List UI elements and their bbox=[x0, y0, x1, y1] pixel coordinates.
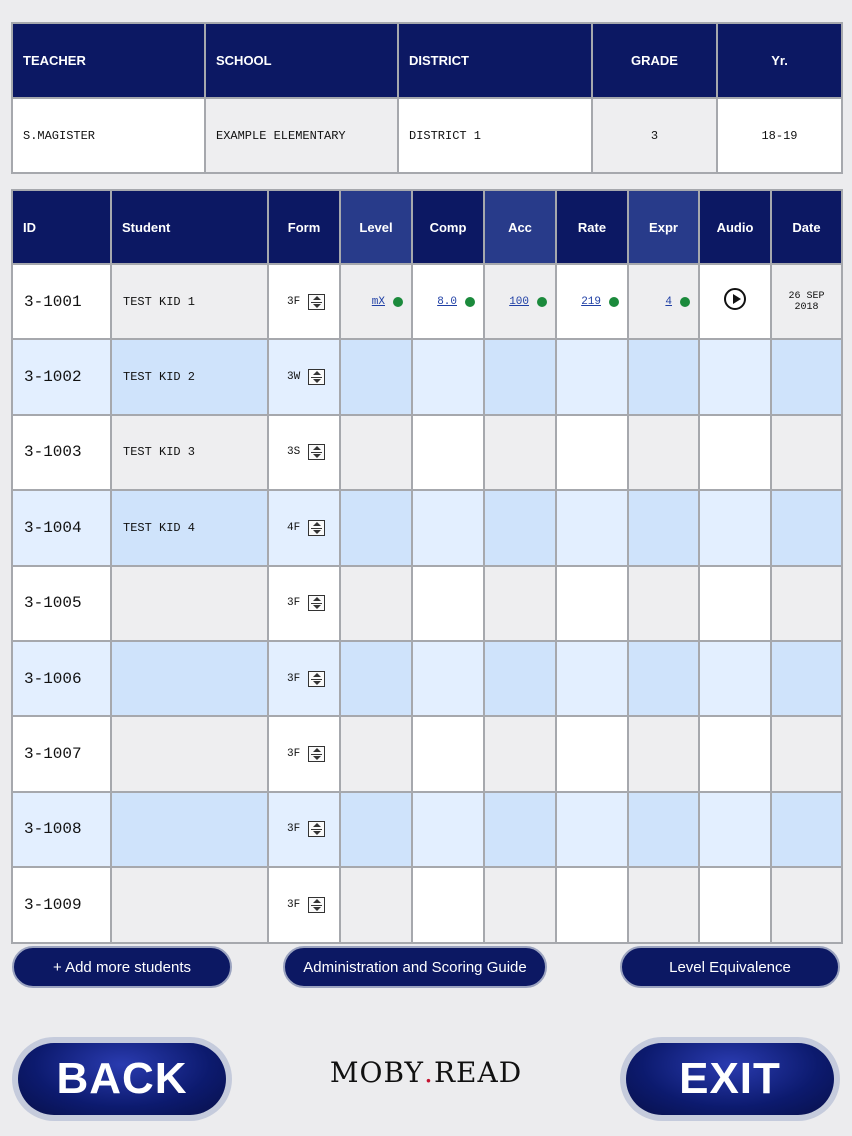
level-cell[interactable] bbox=[340, 641, 412, 716]
rate-cell[interactable] bbox=[556, 867, 628, 942]
back-button-label: BACK bbox=[18, 1043, 226, 1115]
acc-cell bbox=[484, 264, 556, 339]
audio-cell bbox=[699, 867, 771, 942]
exit-button[interactable] bbox=[620, 1037, 840, 1121]
comp-cell[interactable] bbox=[412, 641, 484, 716]
student-roster-table bbox=[11, 189, 843, 944]
expr-cell[interactable] bbox=[628, 490, 699, 565]
form-stepper-icon[interactable] bbox=[308, 294, 325, 310]
form-cell bbox=[268, 264, 340, 339]
audio-cell bbox=[699, 415, 771, 490]
back-button[interactable] bbox=[12, 1037, 232, 1121]
form-stepper-icon[interactable] bbox=[308, 746, 325, 762]
acc-cell[interactable] bbox=[484, 716, 556, 791]
status-dot-icon bbox=[393, 297, 403, 307]
table-row[interactable] bbox=[12, 867, 842, 942]
form-value: 3F bbox=[287, 295, 301, 308]
form-cell bbox=[268, 339, 340, 414]
form-value: 3W bbox=[287, 371, 301, 384]
level-cell[interactable] bbox=[340, 867, 412, 942]
form-cell bbox=[268, 641, 340, 716]
play-audio-icon[interactable] bbox=[724, 288, 746, 310]
status-dot-icon bbox=[680, 297, 690, 307]
level-equivalence-button[interactable]: Level Equivalence bbox=[620, 946, 840, 988]
date-cell bbox=[771, 867, 842, 942]
form-cell bbox=[268, 490, 340, 565]
student-id: 3-1009 bbox=[12, 867, 111, 942]
form-value: 3F bbox=[287, 597, 301, 610]
comp-cell[interactable] bbox=[412, 716, 484, 791]
level-cell[interactable] bbox=[340, 490, 412, 565]
teacher-value: S.MAGISTER bbox=[12, 98, 205, 173]
acc-cell[interactable] bbox=[484, 415, 556, 490]
level-cell[interactable] bbox=[340, 716, 412, 791]
date-cell bbox=[771, 716, 842, 791]
date-cell bbox=[771, 415, 842, 490]
audio-cell bbox=[699, 716, 771, 791]
table-row[interactable] bbox=[12, 339, 842, 414]
form-stepper-icon[interactable] bbox=[308, 520, 325, 536]
level-cell[interactable] bbox=[340, 415, 412, 490]
student-name[interactable] bbox=[111, 792, 268, 867]
school-value: EXAMPLE ELEMENTARY bbox=[205, 98, 398, 173]
expr-cell[interactable] bbox=[628, 415, 699, 490]
year-header: Yr. bbox=[717, 23, 842, 98]
acc-cell[interactable] bbox=[484, 641, 556, 716]
audio-cell bbox=[699, 792, 771, 867]
expr-cell[interactable] bbox=[628, 867, 699, 942]
grade-value: 3 bbox=[592, 98, 717, 173]
add-students-button[interactable]: + Add more students bbox=[12, 946, 232, 988]
acc-cell[interactable] bbox=[484, 566, 556, 641]
date-header: Date bbox=[771, 190, 842, 264]
district-value: DISTRICT 1 bbox=[398, 98, 592, 173]
table-row[interactable] bbox=[12, 490, 842, 565]
student-id: 3-1002 bbox=[12, 339, 111, 414]
date-cell bbox=[771, 566, 842, 641]
audio-cell bbox=[699, 566, 771, 641]
grade-header: GRADE bbox=[592, 23, 717, 98]
school-header: SCHOOL bbox=[205, 23, 398, 98]
form-value: 3F bbox=[287, 823, 301, 836]
comp-cell[interactable] bbox=[412, 792, 484, 867]
expr-cell[interactable] bbox=[628, 566, 699, 641]
audio-cell bbox=[699, 264, 771, 339]
audio-cell bbox=[699, 339, 771, 414]
expr-cell[interactable] bbox=[628, 641, 699, 716]
comp-cell[interactable] bbox=[412, 339, 484, 414]
expr-link[interactable]: 4 bbox=[665, 295, 672, 308]
form-value: 3F bbox=[287, 898, 301, 911]
class-info-table bbox=[11, 22, 843, 174]
rate-cell[interactable] bbox=[556, 566, 628, 641]
student-name[interactable] bbox=[111, 566, 268, 641]
rate-cell[interactable] bbox=[556, 339, 628, 414]
form-cell bbox=[268, 415, 340, 490]
id-header: ID bbox=[12, 190, 111, 264]
acc-cell[interactable] bbox=[484, 490, 556, 565]
comp-cell[interactable] bbox=[412, 867, 484, 942]
rate-cell[interactable] bbox=[556, 716, 628, 791]
level-cell[interactable] bbox=[340, 792, 412, 867]
rate-cell[interactable] bbox=[556, 415, 628, 490]
form-cell bbox=[268, 566, 340, 641]
student-id: 3-1004 bbox=[12, 490, 111, 565]
table-row[interactable] bbox=[12, 264, 842, 339]
acc-cell[interactable] bbox=[484, 792, 556, 867]
student-id: 3-1005 bbox=[12, 566, 111, 641]
status-dot-icon bbox=[609, 297, 619, 307]
student-id: 3-1001 bbox=[12, 264, 111, 339]
expr-header: Expr bbox=[628, 190, 699, 264]
exit-button-label: EXIT bbox=[626, 1043, 834, 1115]
date-year: 2018 bbox=[794, 301, 819, 313]
level-link[interactable]: mX bbox=[371, 295, 385, 308]
level-cell[interactable] bbox=[340, 566, 412, 641]
form-stepper-icon[interactable] bbox=[308, 671, 325, 687]
student-name[interactable]: TEST KID 1 bbox=[111, 264, 268, 339]
comp-cell[interactable] bbox=[412, 566, 484, 641]
rate-cell[interactable] bbox=[556, 641, 628, 716]
moby-read-logo bbox=[326, 1052, 526, 1092]
rate-cell bbox=[556, 264, 628, 339]
student-name[interactable]: TEST KID 3 bbox=[111, 415, 268, 490]
comp-cell[interactable] bbox=[412, 490, 484, 565]
status-dot-icon bbox=[537, 297, 547, 307]
form-cell bbox=[268, 867, 340, 942]
student-name[interactable]: TEST KID 2 bbox=[111, 339, 268, 414]
form-stepper-icon[interactable] bbox=[308, 821, 325, 837]
form-value: 4F bbox=[287, 521, 301, 534]
form-cell bbox=[268, 716, 340, 791]
acc-cell[interactable] bbox=[484, 339, 556, 414]
comp-header: Comp bbox=[412, 190, 484, 264]
date-cell bbox=[771, 490, 842, 565]
expr-cell[interactable] bbox=[628, 339, 699, 414]
date-cell bbox=[771, 339, 842, 414]
acc-cell[interactable] bbox=[484, 867, 556, 942]
rate-cell[interactable] bbox=[556, 490, 628, 565]
student-name[interactable] bbox=[111, 867, 268, 942]
expr-cell[interactable] bbox=[628, 716, 699, 791]
table-row[interactable] bbox=[12, 792, 842, 867]
rate-header: Rate bbox=[556, 190, 628, 264]
logo-dot: . bbox=[424, 1055, 434, 1089]
student-id: 3-1006 bbox=[12, 641, 111, 716]
acc-header: Acc bbox=[484, 190, 556, 264]
form-cell bbox=[268, 792, 340, 867]
audio-cell bbox=[699, 490, 771, 565]
district-header: DISTRICT bbox=[398, 23, 592, 98]
audio-cell bbox=[699, 641, 771, 716]
level-cell bbox=[340, 264, 412, 339]
student-id: 3-1008 bbox=[12, 792, 111, 867]
status-dot-icon bbox=[465, 297, 475, 307]
comp-link[interactable]: 8.0 bbox=[437, 295, 457, 308]
year-value: 18-19 bbox=[717, 98, 842, 173]
date-cell bbox=[771, 641, 842, 716]
table-row[interactable] bbox=[12, 415, 842, 490]
level-cell[interactable] bbox=[340, 339, 412, 414]
rate-link[interactable]: 219 bbox=[581, 295, 601, 308]
student-name[interactable]: TEST KID 4 bbox=[111, 490, 268, 565]
comp-cell bbox=[412, 264, 484, 339]
form-stepper-icon[interactable] bbox=[308, 595, 325, 611]
student-header: Student bbox=[111, 190, 268, 264]
table-row[interactable] bbox=[12, 566, 842, 641]
student-name[interactable] bbox=[111, 641, 268, 716]
form-stepper-icon[interactable] bbox=[308, 369, 325, 385]
form-stepper-icon[interactable] bbox=[308, 897, 325, 913]
student-id: 3-1003 bbox=[12, 415, 111, 490]
form-value: 3S bbox=[287, 446, 301, 459]
student-id: 3-1007 bbox=[12, 716, 111, 791]
logo-part2: READ bbox=[433, 1055, 523, 1089]
teacher-header: TEACHER bbox=[12, 23, 205, 98]
logo-part1: MOBY bbox=[329, 1055, 425, 1089]
date-day-month: 26 SEP bbox=[788, 290, 825, 302]
comp-cell[interactable] bbox=[412, 415, 484, 490]
form-value: 3F bbox=[287, 748, 301, 761]
table-row[interactable] bbox=[12, 716, 842, 791]
level-header: Level bbox=[340, 190, 412, 264]
audio-header: Audio bbox=[699, 190, 771, 264]
scoring-guide-button[interactable]: Administration and Scoring Guide bbox=[283, 946, 547, 988]
acc-link[interactable]: 100 bbox=[509, 295, 529, 308]
form-header: Form bbox=[268, 190, 340, 264]
date-cell bbox=[771, 792, 842, 867]
date-cell bbox=[771, 264, 842, 339]
table-row[interactable] bbox=[12, 641, 842, 716]
form-value: 3F bbox=[287, 672, 301, 685]
expr-cell[interactable] bbox=[628, 792, 699, 867]
rate-cell[interactable] bbox=[556, 792, 628, 867]
expr-cell bbox=[628, 264, 699, 339]
student-name[interactable] bbox=[111, 716, 268, 791]
form-stepper-icon[interactable] bbox=[308, 444, 325, 460]
